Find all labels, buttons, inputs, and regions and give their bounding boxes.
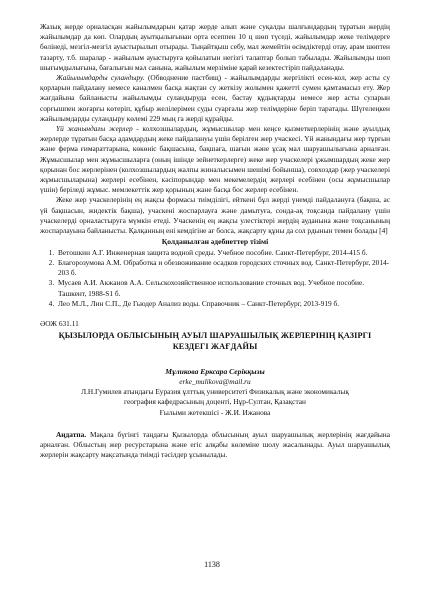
page-number: 1138: [204, 560, 220, 569]
article-title-line2: КЕЗДЕГІ ЖАҒДАЙЫ: [172, 342, 258, 352]
scientific-advisor: Ғылыми жетекшісі - Ж.И. Ижанова: [159, 407, 271, 417]
abstract: [40, 430, 390, 461]
paragraph-household-plots-text: - колхозшылардың, жұмысшылар мен кеңсе қызметкерлерінің және ауылдық жерлерде тұратын басқа адамдардың жеке пайдалануы үшін берілген жер учаскесі. Үй жанындағы жер тұрғын және ферма ғимараттарына, көкөніс бақшасына, бақшаға, шағын және ұсақ мал шаруашылығына арналған. Жұмысшылар мен жұмысшыларға (оның ішінде зейнеткерлерге) жеке жер учаскелері ұжымшардың жеке жер қорынан бос жерлерінен (колхозшылардың жалпы жиналысымен шешімі бойынша), совхоздар (жер учаскелері жұмысшыларына) жерлері есебінен, кәсіпорындар мен мекемелердің жерлері есебінен (осы жұмысшылар үшін) беріледі жұмыс. мемлекеттік жер қорының жане басқа бос жерлер есебінен.: [40, 124, 390, 195]
udc-code: ӘОЖ 631.11: [40, 318, 79, 328]
term-household-plots: Үй жанындағы жерлер: [56, 124, 133, 134]
reference-item: 1. Ветошкин А.Г. Инженерная защита водной среды. Учебное пособие. Санкт-Петербург, 2014-415 б.: [56, 248, 390, 258]
paragraph-land-plots: Жеке жер учаскелерінің ең жақсы формасы тиімділігі, ейткені бұл жерді үнемді пайдалануға (бақша, ас үй бақшасын, жидектік бақша), учаскені жоспарлауға және дамытуға, сонда-ақ тоқсанда пайдалану үшін учаскелерді орналастыруға мүмкін етеді. Учаскенің ең жақсы улестіктері жердің ауданына және тоқсанының жоспарлауына байланысты. Қалқанның ені кемдігіне ағ болса, жақсарту құны да сол рдынын темен болады [4]: [40, 195, 390, 236]
references-heading: Қолданылған әдебиеттер тізімі: [161, 237, 269, 247]
reference-item: 2. Благорозумова А.М. Обработка и обезвоживание осадков городских сточных вод. Санкт-Петербург, 2014-203 б.: [56, 258, 390, 278]
abstract-text: Мақала бүгінгі таңдағы Қызылорда облысының ауыл шаруашылық жерлерінің жағдайына арналған. Облыстың жер ресурстарына және егіс алқабы көлеміне шолу жасалынады. Ауыл шаруашылық жерлерін жақсарту мақсатында тиімді тәсілдер ұсынылады.: [40, 429, 390, 460]
paragraph-watering: [40, 73, 390, 124]
reference-item: 4. Лео М.Л., Лин С.П., Де Гьюдер Анализ воды. Справочник – Санкт-Петербург, 2013-919 б.: [56, 299, 390, 309]
paragraph-watering-text: (Обводнение пастбищ) - жайылымдарды жергілікті есен-кол, жер асты су қорларын пайдалану немесе каналмен басқа жақтан су жеткізу жолымен қажетті сумен қамтамасыз ету. Жер жағдайына байланысты жайылымды суландыруда есен, бастау құдықтарды немесе жер асты суларын сорғышпен жоғарғы көтеріп, құбыр желілерімен суды суарғалы жер телімдеріне беріп таратады. Шүгелеңкен жайылымдарды суландыру көлемі 229 мың га жерді құрайды.: [40, 73, 390, 123]
paragraph-pastures: Жазық жерде орналасқан жайылымдарын қатар жерде алып және суқалды шалғындардың тұратын жердің жайылымдар да көп. Олардың ауытқылығынан орта есеппен 10 ц шөп түседі, жайылымдар жеке телімдерге бөлінеді, мезгіл-мезгіл ауыстырылып отырады. Тыңайтқыш себу, мал жемейтін өсімдіктерді отау, арам шөптен тазарту, т.б. шаралар - жайылым ауыстыруға қойылатын негізгі талаптар болып табылады. Жайылымды шөп шығымдылығына, бағалығын мал санына, жайылым мерзіміне қарай кезектестіріп пайдаланады.: [40, 22, 390, 72]
author-name: Мұликова Ерксара Серікқызы: [165, 366, 265, 376]
references-list: [40, 248, 390, 309]
abstract-label: Аңдатпа.: [56, 429, 87, 439]
article-title-line1: ҚЫЗЫЛОРДА ОБЛЫСЫНЫҢ АУЫЛ ШАРУАШЫЛЫҚ ЖЕРЛЕРІНІҢ ҚАЗІРГІ: [58, 331, 372, 341]
reference-item: 3. Мусаев А.И. Акжанов А.А. Сельскохозяйственное использование сточных вод. Учебное пособие. Ташкент, 1988-S1 б.: [56, 278, 390, 298]
affiliation-line2: география кафедрасының доценті, Нұр-Султан, Қазақстан: [124, 397, 306, 407]
page-content: [40, 22, 390, 460]
author-email: erke_mulikova@mail.ru: [179, 377, 251, 386]
article-title: [40, 330, 390, 352]
affiliation-line1: Л.Н.Гумилев атындағы Еуразия ұлттық университеті Физикалық және экономикалық: [81, 387, 349, 397]
paragraph-household-plots: [40, 124, 390, 195]
term-watering: Жайылымдарды суландыру.: [56, 73, 145, 83]
